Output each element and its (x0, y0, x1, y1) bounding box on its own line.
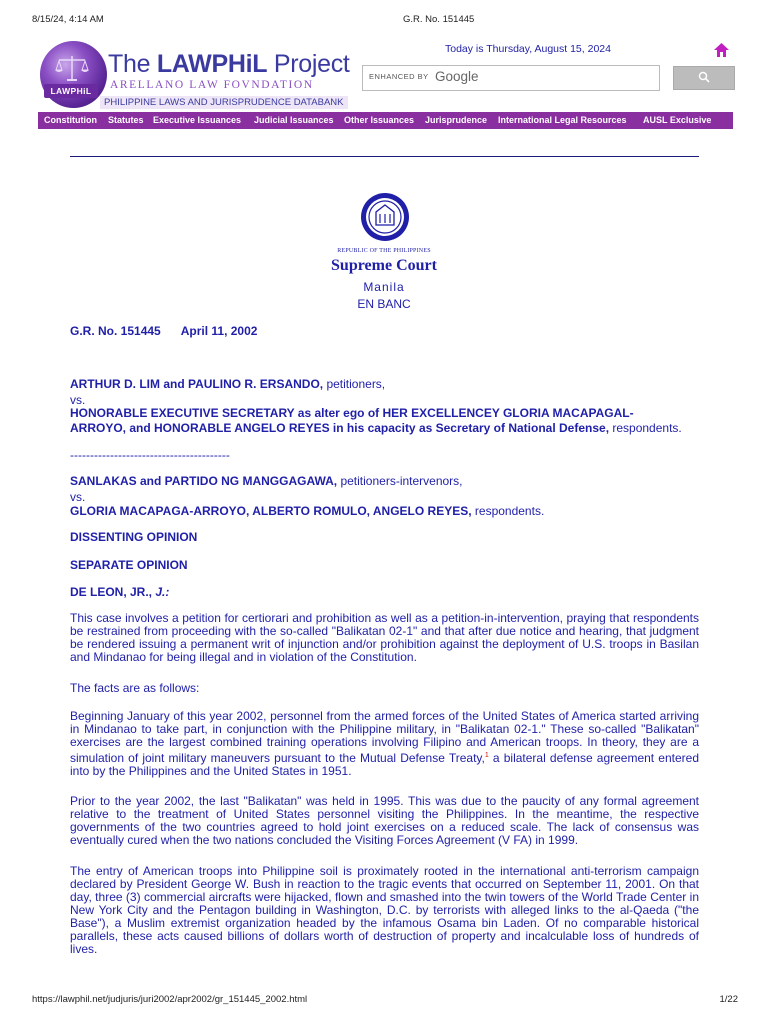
respondents2-line: GLORIA MACAPAGA-ARROYO, ALBERTO ROMULO, ANGELO REYES, respondents. (70, 504, 545, 518)
case-number-line (70, 324, 257, 338)
scales-of-justice-icon (55, 53, 89, 83)
nav-ausl-exclusive[interactable]: AUSL Exclusive (643, 115, 712, 125)
petitioners-names: ARTHUR D. LIM and PAULINO R. ERSANDO, (70, 377, 324, 391)
respondents-line-1: HONORABLE EXECUTIVE SECRETARY as alter ego of HER EXCELLENCEY GLORIA MACAPAGAL- (70, 406, 634, 420)
nav-international-legal-resources[interactable]: International Legal Resources (498, 115, 627, 125)
republic-label: REPUBLIC OF THE PHILIPPINES (337, 248, 431, 254)
divider (70, 156, 699, 157)
nav-executive-issuances[interactable]: Executive Issuances (153, 115, 242, 125)
site-title-post: Project (267, 50, 350, 78)
print-datetime: 8/15/24, 4:14 AM (32, 14, 104, 25)
google-logo: Google (435, 69, 479, 84)
home-icon[interactable] (714, 43, 729, 57)
separator-line: ---------------------------------------- (70, 448, 230, 462)
ponente: DE LEON, JR., J.: (70, 585, 170, 599)
nav-jurisprudence[interactable]: Jurisprudence (425, 115, 488, 125)
search-button[interactable] (673, 66, 735, 90)
versus-1: vs. (70, 393, 86, 407)
paragraph-5: The entry of American troops into Philippine soil is proximately rooted in the international anti-terrorism campaign declared by President George W. Bush in reaction to the tragic events that occurred on September 11, 2001. On that day, three (3) commercial aircrafts were hijacked, flown and smashed into the twin towers of the World Trade Center in New York City and the Pentagon building in Washington, D.C. by terrorists with alleged links to the al-Qaeda ("the Base"), a Muslim extremist organization headed by the infamous Osama bin Laden. Of no comparable historical parallels, these acts caused billions of dollars worth of destruction of property and incalculable loss of hundreds of lives. (70, 864, 699, 956)
court-division: EN BANC (357, 297, 411, 311)
footnote-1-link[interactable]: 1 (484, 752, 489, 759)
paragraph-1: This case involves a petition for certiorari and prohibition as well as a petition-in-intervention, praying that respondents be restrained from proceeding with the so-called "Balikatan 02-1" and that after due notice and hearing, that judgment be rendered issuing a permanent writ of injunction and/or prohibition against the deployment of U.S. troops in Basilan and Mindanao for being illegal and in violation of the Constitution. (70, 611, 699, 664)
respondents-line-2: ARROYO, and HONORABLE ANGELO REYES in his capacity as Secretary of National Defense, respondents. (70, 421, 682, 435)
print-url: https://lawphil.net/judjuris/juri2002/apr2002/gr_151445_2002.html (32, 994, 308, 1005)
petitioners-role: petitioners, (323, 377, 386, 391)
site-subtitle: ARELLANO LAW FOVNDATION (110, 79, 314, 91)
paragraph-3: Beginning January of this year 2002, personnel from the armed forces of the United States of America started arriving in Mindanao to take part, in conjunction with the Philippine military, in "Balikatan 02-1." These so-called "Balikatan" exercises are the largest combined training operations involving Filipino and American troops. In theory, they are a simulation of joint military maneuvers pursuant to the Mutual Defense Treaty,$^1$ a bilateral defense agreement entered into by the Philippines and the United States in 1951. (70, 709, 699, 778)
court-city: Manila (363, 280, 405, 294)
site-title[interactable] (108, 50, 350, 79)
petitioners-line (70, 377, 385, 391)
case-number: G.R. No. 151445 (70, 324, 161, 338)
search-enhanced-label: ENHANCED BY (369, 72, 429, 81)
paragraph-2: The facts are as follows: (70, 681, 200, 695)
versus-2: vs. (70, 490, 86, 504)
magnifier-icon (698, 71, 710, 83)
search-input[interactable] (362, 65, 660, 91)
print-page-number: 1/22 (719, 994, 738, 1005)
paragraph-4: Prior to the year 2002, the last "Balikatan" was held in 1995. This was due to the paucity of any formal agreement relative to the treatment of United States personnel visiting the Philippines. In the meantime, the respective governments of the two countries agreed to hold joint exercises on a reduced scale. The lack of consensus was eventually cured when the two nations concluded the Visiting Forces Agreement (V FA) in 1999. (70, 794, 699, 847)
print-doc-title: G.R. No. 151445 (403, 14, 475, 25)
nav-judicial-issuances[interactable]: Judicial Issuances (254, 115, 334, 125)
main-nav (38, 112, 733, 129)
supreme-court-seal (360, 192, 410, 242)
today-date: Today is Thursday, August 15, 2024 (445, 43, 611, 55)
nav-constitution[interactable]: Constitution (44, 115, 97, 125)
separate-opinion-link[interactable]: SEPARATE OPINION (70, 558, 188, 572)
case-date: April 11, 2002 (180, 324, 258, 338)
site-databank-label: PHILIPPINE LAWS AND JURISPRUDENCE DATABANK (100, 96, 348, 109)
site-title-pre: The (108, 50, 157, 78)
dissenting-opinion-link[interactable]: DISSENTING OPINION (70, 530, 198, 544)
logo-badge: LAWPHiL (44, 84, 98, 98)
nav-other-issuances[interactable]: Other Issuances (344, 115, 415, 125)
nav-statutes[interactable]: Statutes (108, 115, 144, 125)
intervenors-line: SANLAKAS and PARTIDO NG MANGGAGAWA, petitioners-intervenors, (70, 474, 463, 488)
site-title-bold: LAWPHiL (156, 50, 268, 78)
court-name: Supreme Court (331, 257, 437, 274)
